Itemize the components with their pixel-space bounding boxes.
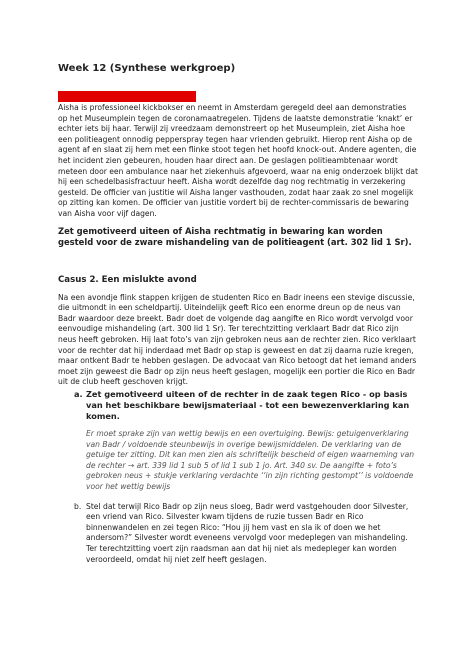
question-a: Zet gemotiveerd uiteen of de rechter in de zaak tegen Rico - op basis van het beschikbare bewijsmateriaal - tot een bewezenverklaring kan komen.: [86, 389, 410, 421]
document-content: [58, 62, 418, 565]
casus-2: [58, 275, 418, 566]
page-title: Week 12 (Synthese werkgroep): [58, 63, 236, 74]
question-b: Stel dat terwijl Rico Badr op zijn neus sloeg, Badr werd vastgehouden door Silvester, een vriend van Rico. Silvester kwam tijdens de ruzie tussen Badr en Rico binnenwandelen en zei tegen Rico: “Hou jij hem vast en sla ik of doen we het andersom?” Silvester wordt eveneens vervolgd voor medeplegen van mishandeling. Ter terechtzitting voert zijn raadsman aan dat hij niet als medepleger kan worden veroordeeld, omdat hij niet zelf heeft geslagen.: [86, 501, 409, 564]
casus-2-body: Na een avondje flink stappen krijgen de studenten Rico en Badr ineens een stevige discussie, die uitmondt in een scheldpartij. Uiteindelijk geeft Rico een enorme dreun op de neus van Badr waardoor deze breekt. Badr doet de volgende dag aangifte en Rico wordt vervolgd voor eenvoudige mishandeling (art. 300 lid 1 Sr). Ter terechtzitting verklaart Badr dat Rico zijn neus heeft gebroken. Hij laat foto’s van zijn gebroken neus aan de rechter zien. Rico verklaart voor de rechter dat hij inderdaad met Badr op stap is geweest en dat zij daarna ruzie kregen, maar ontkent Badr te hebben geslagen. De advocaat van Rico betoogt dat het iemand anders moet zijn geweest die Badr op zijn neus heeft geslagen, mogelijk een portier die Rico en Badr uit de club heeft geschoven krijgt.: [58, 292, 417, 387]
casus-2-heading: Casus 2. Een mislukte avond: [58, 274, 197, 285]
casus-1: [58, 84, 418, 249]
casus-1-heading: Casus 1. Vastgehouden Aisha: [58, 91, 194, 101]
casus-1-question: Zet gemotiveerd uiteen of Aisha rechtmatig in bewaring kan worden gesteld voor de zware mishandeling van de politieagent (art. 302 lid 1 Sr).: [58, 225, 412, 248]
list-item: [58, 502, 418, 566]
answer-a: Er moet sprake zijn van wettig bewijs en een overtuiging. Bewijs: getuigenverklaring van Badr / voldoende steunbewijs in overige bewijsmiddelen. De verklaring van de getuige ter zitting. Dit kan men zien als schriftelijk bescheid of eigen waarneming van de rechter → art. 339 lid 1 sub 5 of lid 1 sub 1 jo. Art. 340 sv. De aangifte + foto’s gebroken neus + stukje verklaring verdachte ‘‘in zijn richting gestompt’’ is voldoende voor het wettig bewijs: [86, 429, 415, 491]
list-marker: b.: [74, 501, 82, 511]
list-item: [58, 389, 418, 493]
casus-1-body: Aisha is professioneel kickbokser en neemt in Amsterdam geregeld deel aan demonstraties op het Museumplein tegen de coronamaatregelen. Tijdens de laatste demonstratie ‘knakt’ er echter iets bij haar. Terwijl zij vreedzaam demonstreert op het Museumplein, ziet Aisha hoe een politieagent onnodig pepperspray tegen haar vrienden gebruikt. Hierop rent Aisha op de agent af en slaat zij hem met een flinke stoot tegen het hoofd knock-out. Andere agenten, die het incident zien gebeuren, houden haar direct aan. De geslagen politieambtenaar wordt meteen door een ambulance naar het ziekenhuis afgevoerd, waar na enig onderzoek blijkt dat hij een schedelbasisfractuur heeft. Aisha wordt dezelfde dag nog rechtmatig in verzekering gesteld. De officier van justitie wil Aisha langer vasthouden, zodat haar zaak zo snel mogelijk op zitting kan komen. De officier van justitie vordert bij de rechter-commissaris de bewaring van Aisha voor vijf dagen.: [58, 103, 418, 218]
question-list: [58, 389, 418, 565]
list-marker: a.: [74, 389, 83, 399]
